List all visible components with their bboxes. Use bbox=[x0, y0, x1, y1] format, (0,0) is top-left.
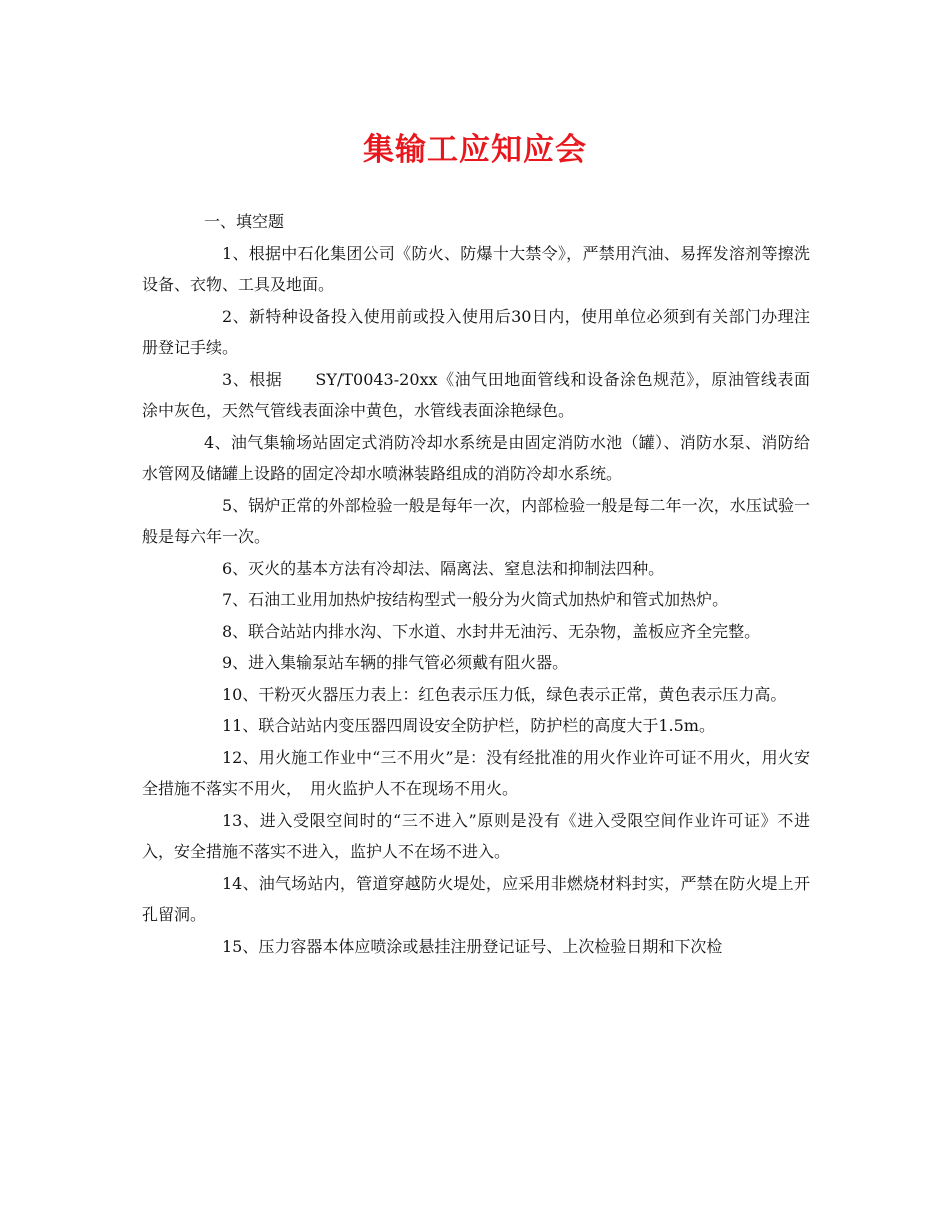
list-item: 1、根据中石化集团公司《防火、防爆十大禁令》，严禁用汽油、易挥发溶剂等擦洗设备、衣物、工具及地面。 bbox=[142, 243, 810, 294]
list-item: 12、用火施工作业中“三不用火”是：没有经批准的用火作业许可证不用火，用火安全措施不落实不用火， 用火监护人不在现场不用火。 bbox=[142, 747, 810, 798]
list-item: 11、联合站站内变压器四周设安全防护栏，防护栏的高度大于1.5m。 bbox=[222, 716, 715, 735]
list-item: 15、压力容器本体应喷涂或悬挂注册登记证号、上次检验日期和下次检 bbox=[222, 936, 723, 956]
list-item: 5、锅炉正常的外部检验一般是每年一次，内部检验一般是每二年一次，水压试验一般是每六年一次。 bbox=[142, 495, 810, 546]
list-item: 6、灭火的基本方法有冷却法、隔离法、窒息法和抑制法四种。 bbox=[222, 558, 665, 578]
list-item: 9、进入集输泵站车辆的排气管必须戴有阻火器。 bbox=[222, 653, 569, 672]
document-body bbox=[142, 206, 810, 962]
section-heading: 一、填空题 bbox=[204, 212, 285, 231]
list-item: 14、油气场站内，管道穿越防火堤处，应采用非燃烧材料封实，严禁在防火堤上开孔留洞。 bbox=[142, 873, 810, 924]
document-title: 集输工应知应会 bbox=[363, 132, 587, 168]
list-item: 4、油气集输场站固定式消防冷却水系统是由固定消防水池（罐）、消防水泵、消防给水管网及储罐上设路的固定冷却水喷淋装路组成的消防冷却水系统。 bbox=[142, 432, 810, 483]
list-item: 10、干粉灭火器压力表上：红色表示压力低，绿色表示正常，黄色表示压力高。 bbox=[222, 684, 787, 704]
list-item: 13、进入受限空间时的“三不进入”原则是没有《进入受限空间作业许可证》不进入，安全措施不落实不进入，监护人不在场不进入。 bbox=[142, 810, 810, 861]
list-item: 2、新特种设备投入使用前或投入使用后30日内，使用单位必须到有关部门办理注册登记手续。 bbox=[142, 306, 810, 357]
list-item: 8、联合站站内排水沟、下水道、水封井无油污、无杂物，盖板应齐全完整。 bbox=[222, 621, 761, 641]
list-item: 3、根据 SY/T0043-20xx《油气田地面管线和设备涂色规范》，原油管线表面涂中灰色，天然气管线表面涂中黄色，水管线表面涂艳绿色。 bbox=[142, 369, 810, 420]
list-item: 7、石油工业用加热炉按结构型式一般分为火筒式加热炉和管式加热炉。 bbox=[222, 590, 729, 609]
